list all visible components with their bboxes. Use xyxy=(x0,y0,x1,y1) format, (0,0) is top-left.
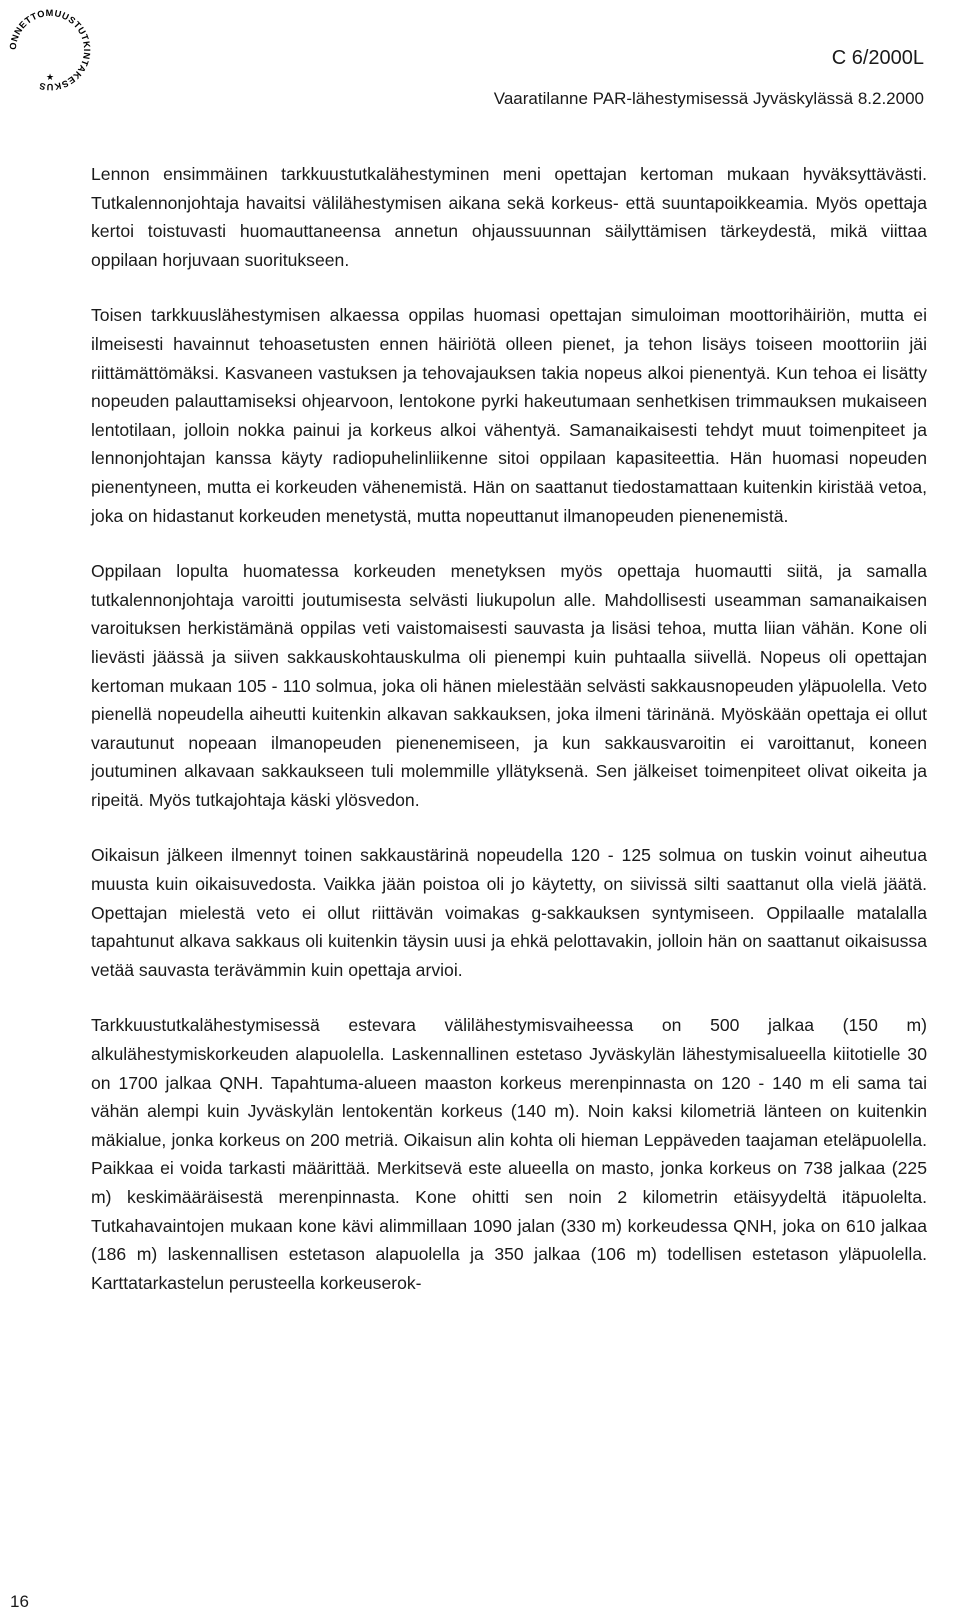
document-body xyxy=(91,160,927,1324)
organization-seal-icon xyxy=(0,0,100,100)
paragraph: Tarkkuustutkalähestymisessä estevara välilähestymisvaiheessa on 500 jalkaa (150 m) alkulähestymiskorkeuden alapuolella. Laskennallinen estetaso Jyväskylän lähestymisalueella kiitotielle 30 on 1700 jalkaa QNH. Tapahtuma-alueen maaston korkeus merenpinnasta on 120 - 140 m eli sama tai vähän alempi kuin Jyväskylän lentokentän korkeus (140 m). Noin kaksi kilometriä länteen on kuitenkin mäkialue, jonka korkeus on 200 metriä. Oikaisun alin kohta oli hieman Leppäveden taajaman eteläpuolella. Paikkaa ei voida tarkasti määrittää. Merkitsevä este alueella on masto, jonka korkeus on 738 jalkaa (225 m) keskimääräisestä merenpinnasta. Kone ohitti sen noin 2 kilometrin etäisyydeltä itäpuolelta. Tutkahavaintojen mukaan kone kävi alimmillaan 1090 jalan (330 m) korkeudessa QNH, joka on 610 jalkaa (186 m) laskennallisen estetason alapuolella ja 350 jalkaa (106 m) todellisen estetason yläpuolella. Karttatarkastelun perusteella korkeuserok- xyxy=(91,1015,927,1293)
paragraph: Lennon ensimmäinen tarkkuustutkalähestyminen meni opettajan kertoman mukaan hyväksyttävästi. Tutkalennonjohtaja havaitsi välilähestymisen aikana sekä korkeus- että suuntapoikkeamia. Myös opettaja kertoi toistuvasti huomauttaneensa annetun ohjaussuunnan säilyttämisen tärkeydestä, mikä viittaa oppilaan horjuvaan suoritukseen. xyxy=(91,164,927,270)
paragraph: Oikaisun jälkeen ilmennyt toinen sakkaustärinä nopeudella 120 - 125 solmua on tuskin voinut aiheutua muusta kuin oikaisuvedosta. Vaikka jään poistoa oli jo käytetty, on siivissä silti saattanut olla vielä jäätä. Opettajan mielestä veto ei ollut riittävän voimakas g-sakkauksen syntymiseen. Oppilaalle matalalla tapahtunut alkava sakkaus oli kuitenkin täysin uusi ja ehkä pelottavakin, jolloin hän on saattanut oikaisussa vetää sauvasta terävämmin kuin opettaja arvioi. xyxy=(91,845,927,980)
document-code: C 6/2000L xyxy=(831,47,924,69)
svg-text:ONNETTOMUUSTUTKINTAKESKUS: ONNETTOMUUSTUTKINTAKESKUS xyxy=(7,7,93,93)
organization-logo xyxy=(0,0,100,100)
paragraph: Oppilaan lopulta huomatessa korkeuden menetyksen myös opettaja huomautti siitä, ja samalla tutkalennonjohtaja varoitti joutumisesta selvästi liukupolun alle. Mahdollisesti useamman samanaikaisen varoituksen herkistämänä oppilas veti vaistomaisesti sauvasta ja lisäsi tehoa, mutta liian vähän. Kone oli lievästi jäässä ja siiven sakkauskohtauskulma oli pienempi kuin puhtaalla siivellä. Nopeus oli opettajan kertoman mukaan 105 - 110 solmua, joka oli hänen mielestään selvästi sakkausnopeuden yläpuolella. Veto pienellä nopeudella aiheutti kuitenkin alkavan sakkauksen, joka ilmeni tärinänä. Myöskään opettaja ei ollut varautunut nopeaan ilmanopeuden pienenemiseen, ja kun sakkausvaroitin ei varoittanut, koneen joutuminen alkavaan sakkaukseen tuli molemmille yllätyksenä. Sen jälkeiset toimenpiteet olivat oikeita ja ripeitä. Myös tutkajohtaja käski ylösvedon. xyxy=(91,561,927,810)
document-subtitle: Vaaratilanne PAR-lähestymisessä Jyväskylässä 8.2.2000 xyxy=(493,89,924,108)
paragraph: Toisen tarkkuuslähestymisen alkaessa oppilas huomasi opettajan simuloiman moottorihäiriön, mutta ei ilmeisesti havainnut tehoasetusten ennen häiriötä olleen pienet, ja tehon lisäys toiseen moottoriin jäi riittämättömäksi. Kasvaneen vastuksen ja tehovajauksen takia nopeus alkoi pienentyä. Kun tehoa ei lisätty nopeuden palauttamiseksi ohjearvoon, lentokone pyrki hakeutumaan senhetkisen trimmauksen mukaiseen lentotilaan, jolloin nokka painui ja korkeus alkoi vähentyä. Samanaikaisesti tehdyt muut toimenpiteet ja lennonjohtajan kanssa käyty radiopuhelinliikenne sitoi oppilaan kapasiteettia. Hän huomasi nopeuden pienentyneen, mutta ei korkeuden vähenemistä. Hän on saattanut tiedostamattaan kuitenkin kiristää vetoa, joka on hidastanut korkeuden menetystä, mutta nopeuttanut ilmanopeuden pienenemistä. xyxy=(91,305,927,526)
page-number: 16 xyxy=(10,1592,29,1611)
svg-text:★: ★ xyxy=(45,72,55,82)
